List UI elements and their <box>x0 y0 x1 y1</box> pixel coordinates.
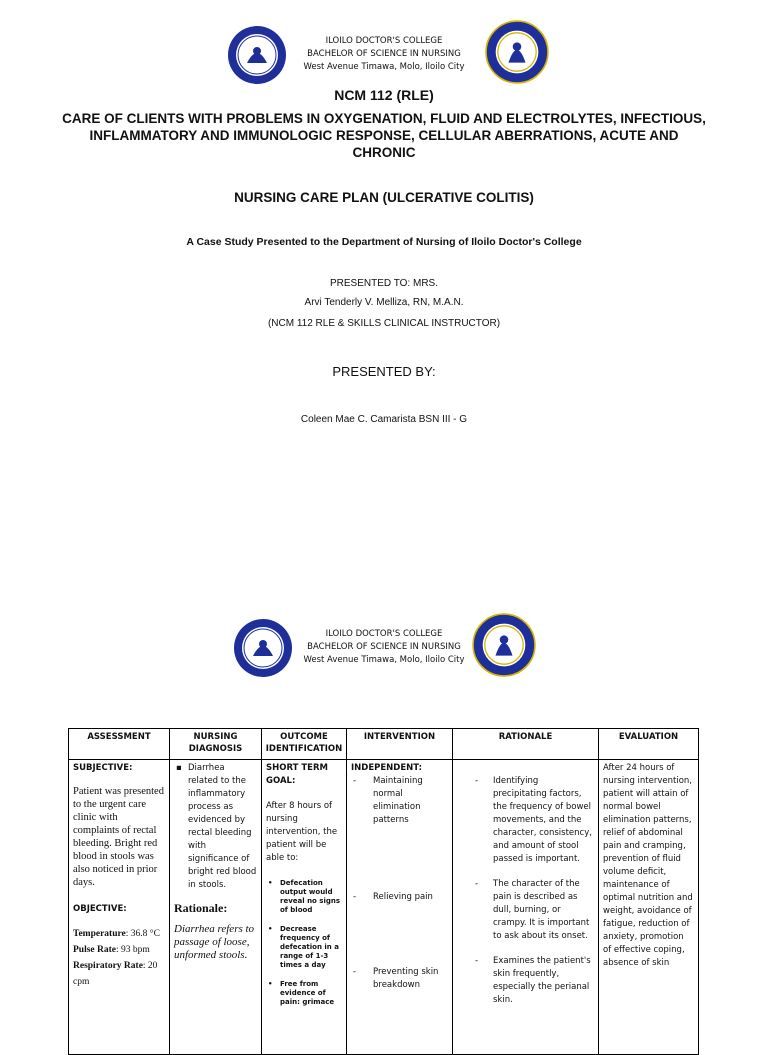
pulse-label: Pulse Rate <box>73 945 117 955</box>
outcome-item <box>266 980 342 1007</box>
objective-label: OBJECTIVE: <box>73 904 127 914</box>
temperature-line <box>73 926 165 942</box>
college-address: West Avenue Timawa, Molo, Iloilo City <box>303 655 465 665</box>
outcome-item-text: Decrease frequency of defecation in a range of 1-3 times a day <box>280 925 339 969</box>
course-code: NCM 112 (RLE) <box>334 87 434 103</box>
outcome-item <box>266 925 342 970</box>
rationale-item: - The character of the pain is described as dull, burning, or crampy. It is important to ask about its onset. <box>457 878 594 943</box>
table-row <box>69 760 699 1055</box>
outcome-cell <box>262 760 347 1055</box>
intervention-text: Relieving pain <box>373 892 433 902</box>
program-name: BACHELOR OF SCIENCE IN NURSING <box>307 49 461 59</box>
intervention-cell <box>347 760 453 1055</box>
respiratory-label: Respiratory Rate <box>73 961 143 971</box>
temperature-label: Temperature <box>73 929 126 939</box>
column-header: RATIONALE <box>453 729 599 760</box>
nursing-care-plan-table <box>68 728 699 1055</box>
author-name: Coleen Mae C. Camarista BSN III - G <box>300 414 468 425</box>
instructor-name: Arvi Tenderly V. Melliza, RN, M.A.N. <box>304 297 464 308</box>
diagnosis-cell <box>170 760 262 1055</box>
intervention-text: Preventing skin breakdown <box>373 967 439 990</box>
college-name: ILOILO DOCTOR'S COLLEGE <box>325 629 443 639</box>
outcome-intro: After 8 hours of nursing intervention, the patient will be able to: <box>266 801 338 863</box>
rationale-item: - Identifying precipitating factors, the frequency of bowel movements, and the character, consistency, and amount of stool passed is important. <box>457 775 594 866</box>
independent-label: INDEPENDENT: <box>351 763 422 773</box>
intervention-item: - Preventing skin breakdown <box>351 966 448 992</box>
bullet-icon: • <box>268 879 273 887</box>
subjective-label: SUBJECTIVE: <box>73 763 133 773</box>
outcome-item <box>266 879 342 915</box>
temperature-value: : 36.8 °C <box>125 929 160 939</box>
intervention-item: - Relieving pain <box>351 891 448 904</box>
rationale-text: Identifying precipitating factors, the frequency of bowel movements, and the character, consistency, and amount of stool passed is important. <box>493 776 592 864</box>
rationale-cell <box>453 760 599 1055</box>
letterhead-second-page <box>0 613 768 683</box>
outcome-item-text: Free from evidence of pain: grimace <box>280 980 335 1006</box>
presented-to-label: PRESENTED TO: MRS. <box>330 278 438 289</box>
column-header: NURSING DIAGNOSIS <box>170 729 262 760</box>
subjective-text: Patient was presented to the urgent care clinic with complaints of rectal bleeding. Bright red blood in stools was also noticed in prior days. <box>73 786 164 888</box>
column-header: INTERVENTION <box>347 729 453 760</box>
intervention-item: - Maintaining normal elimination patterns <box>351 775 448 827</box>
square-bullet-icon: ▪ <box>176 763 182 773</box>
diagnosis-rationale-label: Rationale: <box>174 901 228 915</box>
college-address: West Avenue Timawa, Molo, Iloilo City <box>303 62 465 72</box>
outcome-item-text: Defecation output would reveal no signs of blood <box>280 879 341 914</box>
bullet-icon: • <box>268 925 273 933</box>
diagnosis-rationale-text: Diarrhea refers to passage of loose, unformed stools. <box>174 923 255 961</box>
evaluation-cell <box>599 760 699 1055</box>
course-title: CARE OF CLIENTS WITH PROBLEMS IN OXYGENATION, FLUID AND ELECTROLYTES, INFECTIOUS, INFLAMMATORY AND IMMUNOLOGIC RESPONSE, CELLULAR ABERRATIONS, ACUTE AND CHRONIC <box>62 111 706 160</box>
diagnosis-text: Diarrhea related to the inflammatory process as evidenced by rectal bleeding with significance of bright red blood in stools. <box>188 763 257 890</box>
evaluation-text: After 24 hours of nursing intervention, patient will attain of normal bowel elimination patterns, relief of abdominal pain and cramping, prevention of fluid volume deficit, maintenance of optimal nutrition and weight, avoidance of fatigue, reduction of anxiety, promotion of effective coping, absence of skin <box>603 763 693 968</box>
diagnosis-item <box>174 762 257 892</box>
letterhead-top <box>0 20 768 90</box>
pulse-line <box>73 942 165 958</box>
short-term-goal-label: SHORT TERM GOAL: <box>266 763 328 786</box>
program-name: BACHELOR OF SCIENCE IN NURSING <box>307 642 461 652</box>
rationale-text: Examines the patient's skin frequently, especially the perianal skin. <box>493 956 591 1005</box>
instructor-role: (NCM 112 RLE & SKILLS CLINICAL INSTRUCTOR) <box>267 318 501 329</box>
college-name: ILOILO DOCTOR'S COLLEGE <box>325 36 443 46</box>
intervention-text: Maintaining normal elimination patterns <box>373 776 423 825</box>
column-header: OUTCOME IDENTIFICATION <box>262 729 347 760</box>
rationale-item: - Examines the patient's skin frequently, especially the perianal skin. <box>457 955 594 1007</box>
table-header-row <box>69 729 699 760</box>
presented-by-label: PRESENTED BY: <box>332 364 436 379</box>
respiratory-value: : 20 cpm <box>73 961 158 987</box>
pulse-value: : 93 bpm <box>116 945 150 955</box>
document-title: NURSING CARE PLAN (ULCERATIVE COLITIS) <box>234 190 534 205</box>
respiratory-line <box>73 958 165 990</box>
column-header: EVALUATION <box>599 729 699 760</box>
assessment-cell <box>69 760 170 1055</box>
case-study-line: A Case Study Presented to the Department of Nursing of Iloilo Doctor's College <box>186 236 582 248</box>
rationale-text: The character of the pain is described as dull, burning, or crampy. It is important to ask about its onset. <box>493 879 590 941</box>
column-header: ASSESSMENT <box>69 729 170 760</box>
bullet-icon: • <box>268 980 273 988</box>
